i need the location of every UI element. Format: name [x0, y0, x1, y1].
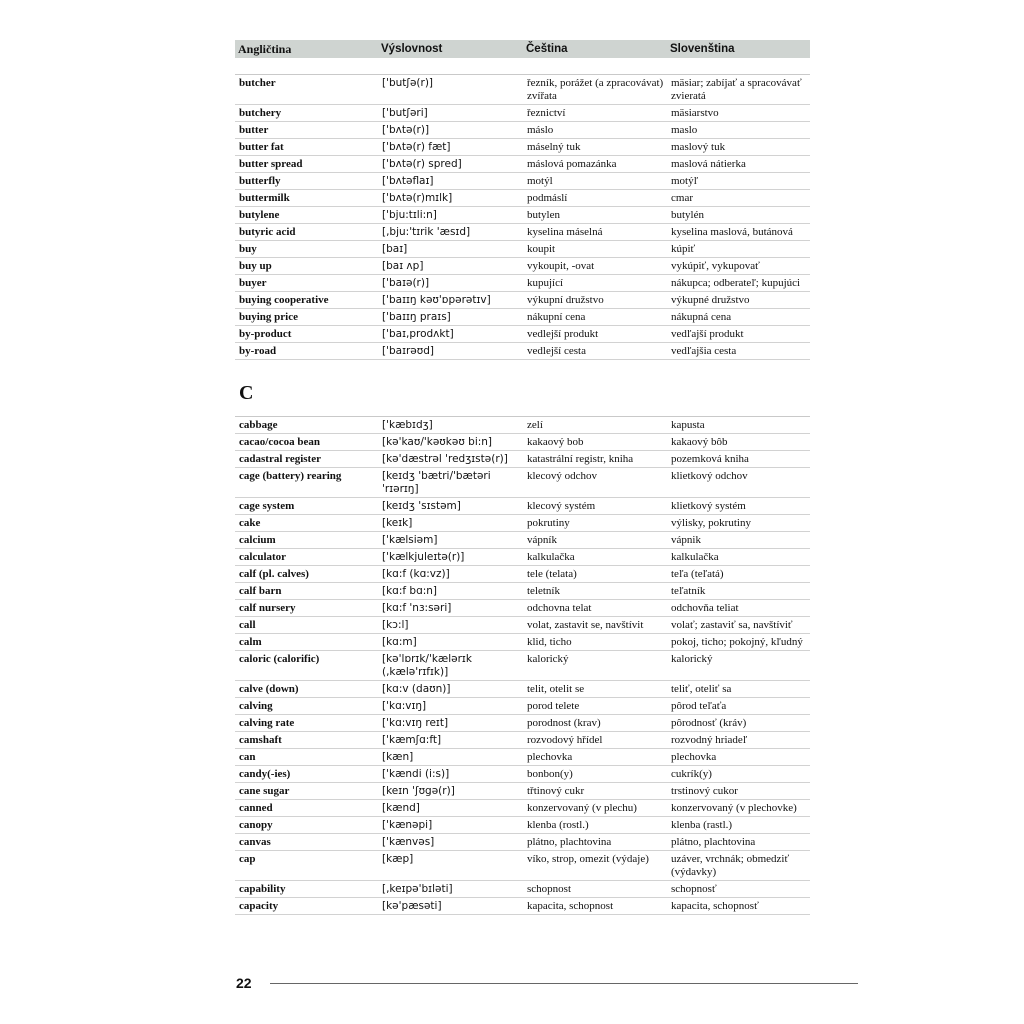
- table-row: [235, 468, 810, 498]
- pronunciation: ['kænəpi]: [382, 819, 433, 831]
- slovak-translation: maslový tuk: [671, 141, 726, 153]
- slovak-translation: kakaový bôb: [671, 436, 728, 448]
- slovak-translation: kapusta: [671, 419, 705, 431]
- english-term: call: [239, 619, 256, 631]
- czech-translation: plechovka: [527, 751, 573, 763]
- table-row: [235, 417, 810, 434]
- slovak-translation: rozvodný hriadeľ: [671, 734, 748, 746]
- pronunciation: ['baɪ,prodʌkt]: [382, 328, 454, 340]
- pronunciation: ['kɑ:vɪŋ reɪt]: [382, 717, 449, 729]
- english-term: cacao/cocoa bean: [239, 436, 320, 448]
- table-row: [235, 139, 810, 156]
- pronunciation: ['kælsiəm]: [382, 534, 438, 546]
- section-b-table: [235, 75, 810, 360]
- table-row: [235, 105, 810, 122]
- table-row: [235, 651, 810, 681]
- slovak-translation: nákupca; odberateľ; kupujúci: [671, 277, 801, 289]
- slovak-translation: maslo: [671, 124, 698, 136]
- czech-translation: schopnost: [527, 883, 571, 895]
- english-term: cane sugar: [239, 785, 290, 797]
- slovak-translation: kapacita, schopnosť: [671, 900, 759, 912]
- table-row: [235, 766, 810, 783]
- english-term: calm: [239, 636, 262, 648]
- table-row: [235, 732, 810, 749]
- slovak-translation: kalorický: [671, 653, 713, 665]
- pronunciation: [kɑ:m]: [382, 636, 417, 648]
- slovak-translation: cukrík(y): [671, 768, 712, 780]
- pronunciation: [keɪk]: [382, 517, 413, 529]
- english-term: candy(-ies): [239, 768, 291, 780]
- table-row: [235, 566, 810, 583]
- table-row: [235, 749, 810, 766]
- pronunciation: ['kændi (i:s)]: [382, 768, 450, 780]
- section-c-table: [235, 417, 810, 915]
- english-term: calving rate: [239, 717, 295, 729]
- table-row: [235, 600, 810, 617]
- english-term: butcher: [239, 77, 276, 89]
- czech-translation: klenba (rostl.): [527, 819, 589, 831]
- pronunciation: ['kɑ:vɪŋ]: [382, 700, 427, 712]
- english-term: butylene: [239, 209, 280, 221]
- english-term: calf nursery: [239, 602, 296, 614]
- slovak-translation: výkupné družstvo: [671, 294, 750, 306]
- header-english: Angličtina: [238, 41, 292, 56]
- pronunciation: [baɪ]: [382, 243, 408, 255]
- slovak-translation: volať; zastaviť sa, navštíviť: [671, 619, 793, 631]
- english-term: cake: [239, 517, 261, 529]
- english-term: calcium: [239, 534, 276, 546]
- slovak-translation: klietkový systém: [671, 500, 746, 512]
- slovak-translation: nákupná cena: [671, 311, 732, 323]
- pronunciation: [kæp]: [382, 853, 414, 865]
- english-term: cap: [239, 853, 256, 865]
- english-term: cadastral register: [239, 453, 321, 465]
- dictionary-page: [235, 40, 810, 915]
- czech-translation: plátno, plachtovina: [527, 836, 612, 848]
- pronunciation: [kə'lɒrɪk/'kælərɪk (,kælə'rɪfɪk)]: [382, 653, 472, 678]
- english-term: butchery: [239, 107, 282, 119]
- slovak-translation: kúpiť: [671, 243, 696, 255]
- english-term: butter: [239, 124, 269, 136]
- slovak-translation: mäsiarstvo: [671, 107, 719, 119]
- english-term: buying cooperative: [239, 294, 329, 306]
- table-header: [235, 40, 810, 58]
- table-row: [235, 224, 810, 241]
- footer-rule: [270, 983, 858, 984]
- english-term: buying price: [239, 311, 298, 323]
- czech-translation: vykoupit, -ovat: [527, 260, 595, 272]
- english-term: caloric (calorific): [239, 653, 320, 665]
- pronunciation: ['bʌtə(r) spred]: [382, 158, 462, 170]
- table-row: [235, 207, 810, 224]
- pronunciation: ['bʌtə(r)]: [382, 124, 430, 136]
- pronunciation: ['kæbɪdʒ]: [382, 419, 433, 431]
- slovak-translation: klenba (rastl.): [671, 819, 733, 831]
- page-footer: [236, 975, 858, 991]
- table-row: [235, 834, 810, 851]
- pronunciation: [baɪ ʌp]: [382, 260, 424, 272]
- czech-translation: vedlejší produkt: [527, 328, 599, 340]
- english-term: calf (pl. calves): [239, 568, 309, 580]
- pronunciation: ['kælkjuleɪtə(r)]: [382, 551, 465, 563]
- pronunciation: [keɪdʒ 'sɪstəm]: [382, 500, 461, 512]
- table-row: [235, 275, 810, 292]
- czech-translation: porodnost (krav): [527, 717, 601, 729]
- english-term: cabbage: [239, 419, 278, 431]
- slovak-translation: trstinový cukor: [671, 785, 738, 797]
- slovak-translation: pôrodnosť (kráv): [671, 717, 747, 729]
- czech-translation: řeznictví: [527, 107, 566, 119]
- table-row: [235, 783, 810, 800]
- pronunciation: ['bju:tɪli:n]: [382, 209, 437, 221]
- pronunciation: ['kæmʃɑ:ft]: [382, 734, 442, 746]
- english-term: calculator: [239, 551, 287, 563]
- english-term: calf barn: [239, 585, 282, 597]
- czech-translation: rozvodový hřídel: [527, 734, 603, 746]
- english-term: cage system: [239, 500, 295, 512]
- table-row: [235, 498, 810, 515]
- slovak-translation: plátno, plachtovina: [671, 836, 756, 848]
- slovak-translation: vápnik: [671, 534, 701, 546]
- table-row: [235, 326, 810, 343]
- header-czech: Čeština: [526, 43, 568, 55]
- pronunciation: ['butʃəri]: [382, 107, 428, 119]
- slovak-translation: pokoj, ticho; pokojný, kľudný: [671, 636, 803, 648]
- slovak-translation: uzáver, vrchnák; obmedziť (výdavky): [671, 853, 790, 878]
- slovak-translation: teľa (teľatá): [671, 568, 724, 580]
- english-term: buttermilk: [239, 192, 290, 204]
- pronunciation: [keɪdʒ 'bætri/'bætəri 'rɪərɪŋ]: [382, 470, 491, 495]
- czech-translation: zelí: [527, 419, 543, 431]
- czech-translation: volat, zastavit se, navštívit: [527, 619, 644, 631]
- pronunciation: [kə'dæstrəl 'redʒɪstə(r)]: [382, 453, 508, 465]
- table-row: [235, 698, 810, 715]
- slovak-translation: schopnosť: [671, 883, 717, 895]
- pronunciation: ['bʌtə(r) fæt]: [382, 141, 451, 153]
- czech-translation: máslová pomazánka: [527, 158, 617, 170]
- table-row: [235, 681, 810, 698]
- english-term: butter fat: [239, 141, 284, 153]
- table-row: [235, 515, 810, 532]
- pronunciation: [,keɪpə'bɪləti]: [382, 883, 453, 895]
- header-spacer: [235, 58, 810, 75]
- table-row: [235, 549, 810, 566]
- table-row: [235, 898, 810, 915]
- slovak-translation: vedľajší produkt: [671, 328, 744, 340]
- table-row: [235, 851, 810, 881]
- czech-translation: vápník: [527, 534, 557, 546]
- slovak-translation: vykúpiť, vykupovať: [671, 260, 760, 272]
- table-row: [235, 532, 810, 549]
- czech-translation: pokrutiny: [527, 517, 570, 529]
- table-row: [235, 292, 810, 309]
- english-term: by-road: [239, 345, 277, 357]
- table-row: [235, 583, 810, 600]
- table-row: [235, 343, 810, 360]
- english-term: camshaft: [239, 734, 282, 746]
- czech-translation: motýl: [527, 175, 553, 187]
- section-spacer: [235, 404, 810, 417]
- czech-translation: koupit: [527, 243, 556, 255]
- table-row: [235, 617, 810, 634]
- slovak-translation: mäsiar; zabíjať a spracovávať zvieratá: [671, 77, 802, 102]
- table-row: [235, 451, 810, 468]
- czech-translation: odchovna telat: [527, 602, 592, 614]
- pronunciation: [kɔ:l]: [382, 619, 409, 631]
- czech-translation: víko, strop, omezit (výdaje): [527, 853, 649, 865]
- english-term: butyric acid: [239, 226, 296, 238]
- czech-translation: vedlejší cesta: [527, 345, 586, 357]
- table-row: [235, 309, 810, 326]
- czech-translation: tele (telata): [527, 568, 577, 580]
- czech-translation: konzervovaný (v plechu): [527, 802, 637, 814]
- czech-translation: kalkulačka: [527, 551, 575, 563]
- pronunciation: ['baɪɪŋ praɪs]: [382, 311, 451, 323]
- slovak-translation: konzervovaný (v plechovke): [671, 802, 797, 814]
- pronunciation: [,bju:'tɪrik 'æsɪd]: [382, 226, 471, 238]
- pronunciation: [kɑ:v (daʊn)]: [382, 683, 451, 695]
- english-term: calve (down): [239, 683, 299, 695]
- english-term: buy up: [239, 260, 272, 272]
- slovak-translation: teliť, oteliť sa: [671, 683, 732, 695]
- czech-translation: kalorický: [527, 653, 569, 665]
- table-row: [235, 881, 810, 898]
- czech-translation: butylen: [527, 209, 560, 221]
- header-pronunciation: Výslovnost: [381, 43, 443, 55]
- english-term: buy: [239, 243, 257, 255]
- czech-translation: výkupní družstvo: [527, 294, 604, 306]
- czech-translation: katastrální registr, kniha: [527, 453, 634, 465]
- slovak-translation: vedľajšia cesta: [671, 345, 737, 357]
- czech-translation: třtinový cukr: [527, 785, 585, 797]
- table-row: [235, 190, 810, 207]
- english-term: cage (battery) rearing: [239, 470, 342, 482]
- slovak-translation: cmar: [671, 192, 693, 204]
- table-row: [235, 800, 810, 817]
- english-term: calving: [239, 700, 273, 712]
- slovak-translation: teľatník: [671, 585, 706, 597]
- english-term: capacity: [239, 900, 279, 912]
- czech-translation: kupující: [527, 277, 564, 289]
- table-row: [235, 817, 810, 834]
- slovak-translation: výlisky, pokrutiny: [671, 517, 751, 529]
- czech-translation: máselný tuk: [527, 141, 581, 153]
- czech-translation: porod telete: [527, 700, 580, 712]
- english-term: can: [239, 751, 256, 763]
- czech-translation: nákupní cena: [527, 311, 586, 323]
- table-row: [235, 173, 810, 190]
- czech-translation: klid, ticho: [527, 636, 572, 648]
- slovak-translation: klietkový odchov: [671, 470, 748, 482]
- czech-translation: telit, otelit se: [527, 683, 585, 695]
- english-term: butter spread: [239, 158, 303, 170]
- table-row: [235, 75, 810, 105]
- pronunciation: ['kænvəs]: [382, 836, 435, 848]
- czech-translation: klecový odchov: [527, 470, 597, 482]
- slovak-translation: odchovňa teliat: [671, 602, 739, 614]
- czech-translation: bonbon(y): [527, 768, 573, 780]
- pronunciation: ['butʃə(r)]: [382, 77, 434, 89]
- slovak-translation: kalkulačka: [671, 551, 719, 563]
- czech-translation: klecový systém: [527, 500, 596, 512]
- czech-translation: podmáslí: [527, 192, 568, 204]
- czech-translation: teletník: [527, 585, 560, 597]
- table-row: [235, 434, 810, 451]
- czech-translation: kapacita, schopnost: [527, 900, 614, 912]
- table-row: [235, 715, 810, 732]
- slovak-translation: motýľ: [671, 175, 699, 187]
- slovak-translation: butylén: [671, 209, 704, 221]
- pronunciation: [kæn]: [382, 751, 414, 763]
- czech-translation: kyselina máselná: [527, 226, 603, 238]
- english-term: buyer: [239, 277, 267, 289]
- slovak-translation: pôrod teľaťa: [671, 700, 727, 712]
- pronunciation: ['baɪə(r)]: [382, 277, 430, 289]
- english-term: canned: [239, 802, 273, 814]
- english-term: canopy: [239, 819, 273, 831]
- english-term: capability: [239, 883, 286, 895]
- pronunciation: [kɑ:f bɑ:n]: [382, 585, 438, 597]
- table-row: [235, 241, 810, 258]
- table-row: [235, 258, 810, 275]
- page-number: 22: [236, 975, 252, 991]
- pronunciation: [kɑ:f (kɑ:vz)]: [382, 568, 450, 580]
- pronunciation: ['bʌtə(r)mɪlk]: [382, 192, 453, 204]
- slovak-translation: maslová nátierka: [671, 158, 746, 170]
- czech-translation: máslo: [527, 124, 554, 136]
- pronunciation: ['baɪɪŋ kəʊ'ɒpərətɪv]: [382, 294, 491, 306]
- english-term: by-product: [239, 328, 292, 340]
- english-term: canvas: [239, 836, 271, 848]
- czech-translation: kakaový bob: [527, 436, 584, 448]
- pronunciation: [kə'pæsəti]: [382, 900, 442, 912]
- table-row: [235, 634, 810, 651]
- header-slovak: Slovenština: [670, 43, 735, 55]
- section-letter: C: [239, 382, 254, 404]
- pronunciation: [kə'kaʊ/'kəʊkəʊ bi:n]: [382, 436, 493, 448]
- pronunciation: [kænd]: [382, 802, 420, 814]
- slovak-translation: plechovka: [671, 751, 717, 763]
- pronunciation: [keɪn 'ʃʊgə(r)]: [382, 785, 455, 797]
- pronunciation: ['baɪrəʊd]: [382, 345, 435, 357]
- table-row: [235, 122, 810, 139]
- english-term: butterfly: [239, 175, 281, 187]
- czech-translation: řezník, porážet (a zpracovávat) zvířata: [527, 77, 664, 102]
- pronunciation: ['bʌtəflaɪ]: [382, 175, 434, 187]
- pronunciation: [kɑ:f 'nɜ:səri]: [382, 602, 452, 614]
- table-row: [235, 156, 810, 173]
- slovak-translation: pozemková kniha: [671, 453, 749, 465]
- slovak-translation: kyselina maslová, butánová: [671, 226, 793, 238]
